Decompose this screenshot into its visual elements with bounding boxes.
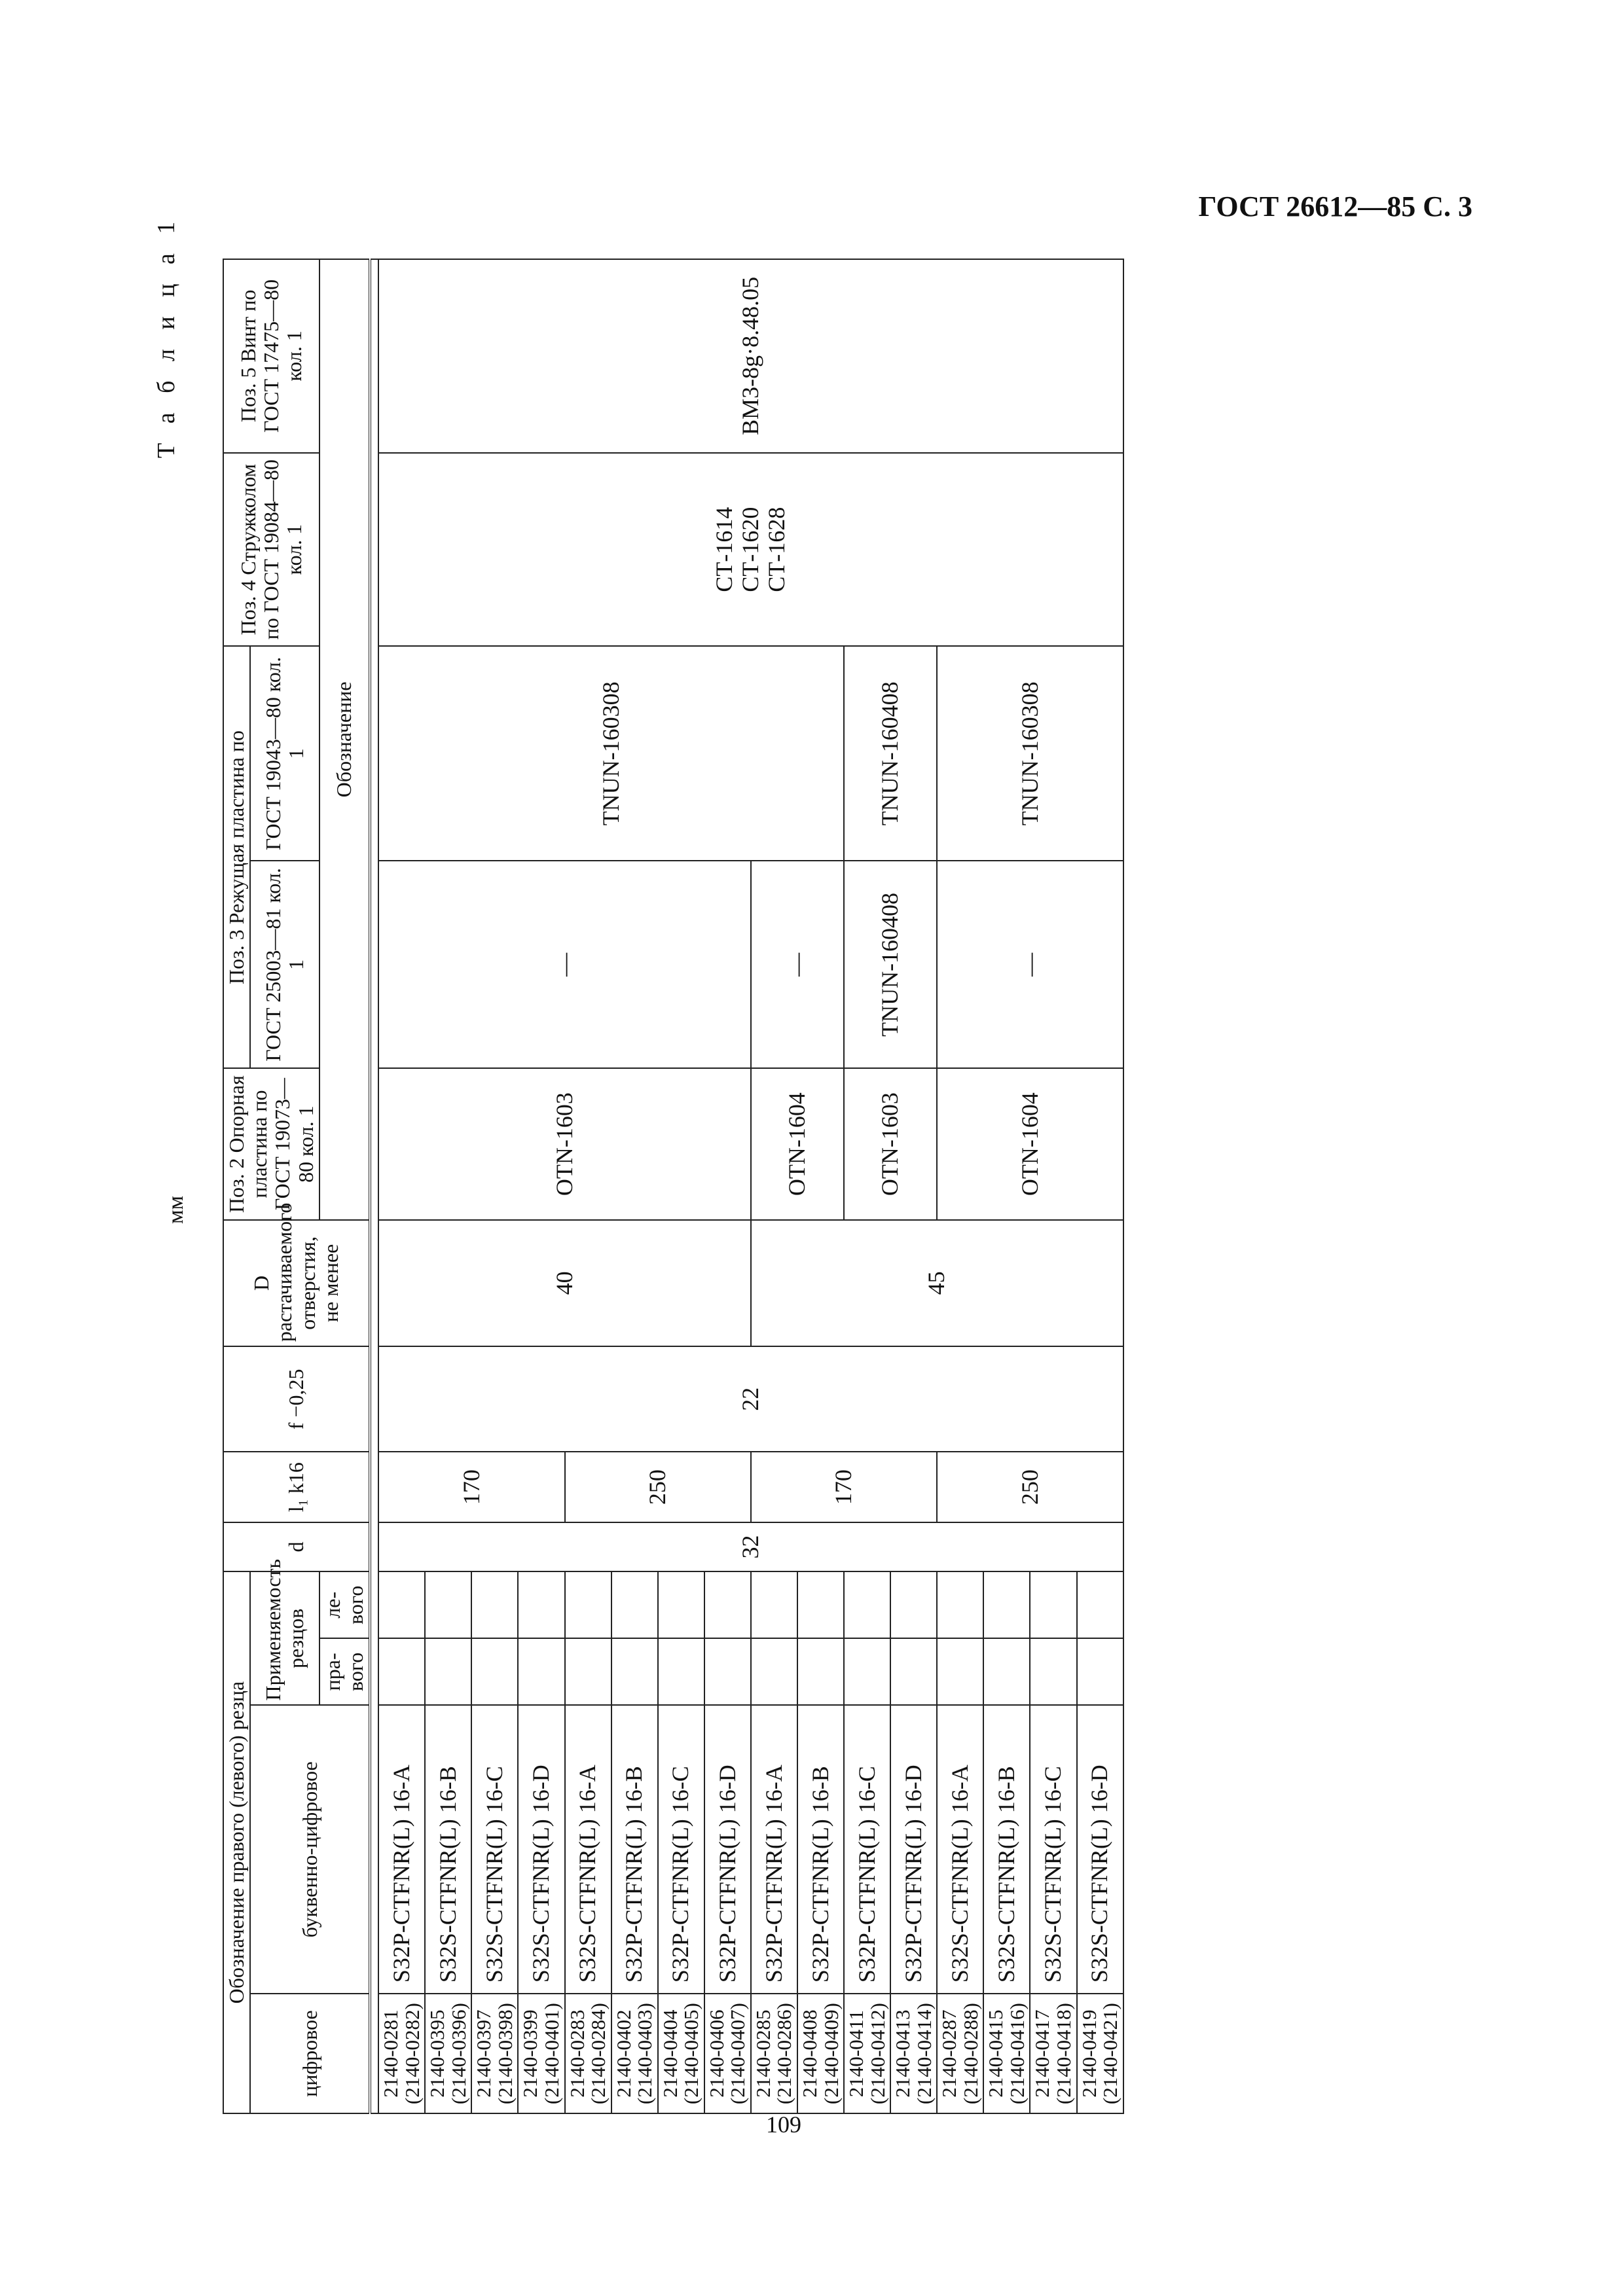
right-cell — [890, 1638, 937, 1705]
table-caption: Т а б л и ц а 1 — [153, 215, 180, 458]
pos2-value: OTN-1604 — [751, 1069, 844, 1220]
row-code: 2140-0415 (2140-0416) — [983, 1994, 1030, 2113]
left-cell — [751, 1571, 797, 1638]
D-header: D растачиваемого отверстия, не менее — [223, 1220, 370, 1347]
header-divider — [370, 259, 378, 2113]
pos3b-value: TNUN-160408 — [844, 646, 937, 861]
pos5-header: Поз. 5 Винт по ГОСТ 17475—80 кол. 1 — [223, 259, 319, 453]
l1-value: 250 — [937, 1452, 1123, 1522]
row-designation: S32S-CTFNR(L) 16-B — [425, 1705, 471, 1994]
row-code: 2140-0281 (2140-0282) — [378, 1994, 425, 2113]
row-designation: S32P-CTFNR(L) 16-A — [378, 1705, 425, 1994]
right-header: пра-вого — [319, 1638, 370, 1705]
pos4-value: СТ-1614 СТ-1620 СТ-1628 — [378, 453, 1123, 647]
row-code: 2140-0411 (2140-0412) — [844, 1994, 890, 2113]
row-designation: S32P-CTFNR(L) 16-D — [704, 1705, 751, 1994]
pos3a-value: — — [751, 861, 844, 1068]
pos2-value: OTN-1604 — [937, 1069, 1123, 1220]
designation-header: Обозначение — [319, 259, 370, 1220]
d-header: d — [223, 1522, 370, 1571]
right-cell — [1030, 1638, 1076, 1705]
row-designation: S32P-CTFNR(L) 16-A — [751, 1705, 797, 1994]
row-code: 2140-0402 (2140-0403) — [611, 1994, 658, 2113]
left-cell — [518, 1571, 564, 1638]
row-code: 2140-0413 (2140-0414) — [890, 1994, 937, 2113]
right-cell — [1077, 1638, 1123, 1705]
pos4-header: Поз. 4 Стружколом по ГОСТ 19084—80 кол. 1 — [223, 453, 319, 647]
row-code: 2140-0283 (2140-0284) — [565, 1994, 611, 2113]
right-cell — [518, 1638, 564, 1705]
alphanumeric-header: буквенно-цифровое — [250, 1705, 370, 1994]
row-designation: S32P-CTFNR(L) 16-B — [797, 1705, 844, 1994]
row-designation: S32P-CTFNR(L) 16-B — [611, 1705, 658, 1994]
pos2-value: OTN-1603 — [378, 1069, 751, 1220]
row-code: 2140-0406 (2140-0407) — [704, 1994, 751, 2113]
left-cell — [565, 1571, 611, 1638]
left-cell — [983, 1571, 1030, 1638]
row-code: 2140-0399 (2140-0401) — [518, 1994, 564, 2113]
units-label: мм — [164, 1195, 188, 1224]
left-cell — [1030, 1571, 1076, 1638]
designation-group-header: Обозначение правого (левого) резца — [223, 1571, 250, 2113]
row-code: 2140-0395 (2140-0396) — [425, 1994, 471, 2113]
applicability-header: Применяемость резцов — [250, 1571, 319, 1705]
pos3a-value: — — [937, 861, 1123, 1068]
row-designation: S32S-CTFNR(L) 16-D — [518, 1705, 564, 1994]
l1-value: 170 — [751, 1452, 937, 1522]
left-cell — [797, 1571, 844, 1638]
l1-value: 170 — [378, 1452, 564, 1522]
spec-table — [223, 259, 1124, 2114]
left-cell — [471, 1571, 518, 1638]
row-designation: S32S-CTFNR(L) 16-A — [937, 1705, 983, 1994]
pos3a-header: ГОСТ 25003—81 кол. 1 — [250, 861, 319, 1068]
row-designation: S32S-CTFNR(L) 16-A — [565, 1705, 611, 1994]
right-cell — [425, 1638, 471, 1705]
row-code: 2140-0419 (2140-0421) — [1077, 1994, 1123, 2113]
row-designation: S32S-CTFNR(L) 16-C — [1030, 1705, 1076, 1994]
left-cell — [611, 1571, 658, 1638]
right-cell — [378, 1638, 425, 1705]
page-number: 109 — [766, 2111, 801, 2138]
rotated-table-wrapper — [223, 259, 1486, 2114]
left-cell — [658, 1571, 704, 1638]
right-cell — [611, 1638, 658, 1705]
right-cell — [983, 1638, 1030, 1705]
row-code: 2140-0404 (2140-0405) — [658, 1994, 704, 2113]
row-code: 2140-0397 (2140-0398) — [471, 1994, 518, 2113]
left-cell — [890, 1571, 937, 1638]
pos3a-value: TNUN-160408 — [844, 861, 937, 1068]
f-header: f −0,25 — [223, 1346, 370, 1452]
row-designation: S32P-CTFNR(L) 16-C — [844, 1705, 890, 1994]
pos3b-value: TNUN-160308 — [937, 646, 1123, 861]
row-designation: S32S-CTFNR(L) 16-C — [471, 1705, 518, 1994]
pos5-value: ВМ3-8g·8.48.05 — [378, 259, 1123, 453]
right-cell — [658, 1638, 704, 1705]
right-cell — [797, 1638, 844, 1705]
right-cell — [844, 1638, 890, 1705]
pos3b-header: ГОСТ 19043—80 кол. 1 — [250, 646, 319, 861]
row-code: 2140-0408 (2140-0409) — [797, 1994, 844, 2113]
l1-value: 250 — [565, 1452, 751, 1522]
D-value: 45 — [751, 1220, 1123, 1347]
pos3a-value: — — [378, 861, 751, 1068]
right-cell — [565, 1638, 611, 1705]
row-code: 2140-0287 (2140-0288) — [937, 1994, 983, 2113]
right-cell — [704, 1638, 751, 1705]
left-cell — [844, 1571, 890, 1638]
left-cell — [425, 1571, 471, 1638]
pos3b-value: TNUN-160308 — [378, 646, 844, 861]
D-value: 40 — [378, 1220, 751, 1347]
right-cell — [471, 1638, 518, 1705]
f-value: 22 — [378, 1346, 1123, 1452]
left-cell — [1077, 1571, 1123, 1638]
right-cell — [937, 1638, 983, 1705]
row-designation: S32P-CTFNR(L) 16-C — [658, 1705, 704, 1994]
left-header: ле-вого — [319, 1571, 370, 1638]
pos3-group-header: Поз. 3 Режущая пластина по — [223, 646, 250, 1068]
pos2-value: OTN-1603 — [844, 1069, 937, 1220]
l1-header: l₁ k16 — [223, 1452, 370, 1522]
d-value: 32 — [378, 1522, 1123, 1571]
row-code: 2140-0285 (2140-0286) — [751, 1994, 797, 2113]
pos2-header: Поз. 2 Опорная пластина по ГОСТ 19073—80 кол. 1 — [223, 1069, 319, 1220]
left-cell — [378, 1571, 425, 1638]
row-designation: S32S-CTFNR(L) 16-B — [983, 1705, 1030, 1994]
row-designation: S32P-CTFNR(L) 16-D — [890, 1705, 937, 1994]
left-cell — [937, 1571, 983, 1638]
row-code: 2140-0417 (2140-0418) — [1030, 1994, 1076, 2113]
page-header: ГОСТ 26612—85 С. 3 — [1198, 190, 1472, 223]
right-cell — [751, 1638, 797, 1705]
digital-header: цифровое — [250, 1994, 370, 2113]
row-designation: S32S-CTFNR(L) 16-D — [1077, 1705, 1123, 1994]
left-cell — [704, 1571, 751, 1638]
